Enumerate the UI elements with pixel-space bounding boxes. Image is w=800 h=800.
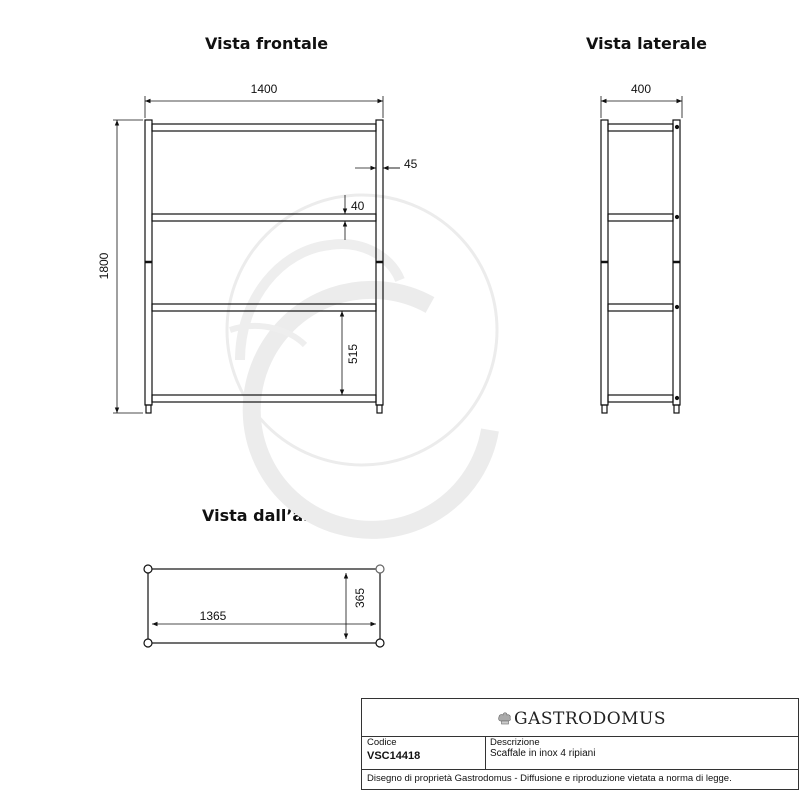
title-block-info-row xyxy=(362,736,798,770)
dim-post: 45 xyxy=(404,157,418,171)
top-shelf-outline xyxy=(148,569,380,643)
title-block xyxy=(361,698,799,790)
front-shelf-4 xyxy=(152,395,376,402)
top-post-3 xyxy=(144,639,152,647)
dim-side-depth: 400 xyxy=(630,82,652,96)
description-label: Descrizione xyxy=(490,737,540,748)
top-post-2 xyxy=(376,565,384,573)
description-value: Scaffale in inox 4 ripiani xyxy=(490,748,596,759)
dim-shelf-spacing: 515 xyxy=(346,343,360,365)
top-dimensions xyxy=(152,573,376,639)
front-shelf-2 xyxy=(152,214,376,221)
front-shelf-3 xyxy=(152,304,376,311)
dim-height: 1800 xyxy=(97,252,111,280)
side-shelf-3 xyxy=(608,304,673,311)
side-shelf-4 xyxy=(608,395,673,402)
front-left-foot xyxy=(146,405,151,413)
code-value: VSC14418 xyxy=(367,750,421,762)
top-post-1 xyxy=(144,565,152,573)
brand-logo xyxy=(498,705,666,733)
front-view-title: Vista frontale xyxy=(205,34,329,53)
front-shelf-1 xyxy=(152,124,376,131)
dim-shelf-thickness: 40 xyxy=(351,199,365,213)
title-block-logo-row xyxy=(362,699,798,737)
top-view-drawing xyxy=(144,565,384,647)
side-view-title: Vista laterale xyxy=(586,34,707,53)
chef-hat-icon xyxy=(498,709,512,729)
brand-name: GASTRODOMUS xyxy=(514,709,667,729)
side-shelf-2 xyxy=(608,214,673,221)
dim-front-width: 1400 xyxy=(250,82,278,96)
top-view-title: Vista dall’alto xyxy=(202,506,328,525)
side-dimensions xyxy=(601,96,682,118)
top-post-4 xyxy=(376,639,384,647)
title-block-footer-row xyxy=(362,769,798,789)
side-shelf-1 xyxy=(608,124,673,131)
dim-top-width: 1365 xyxy=(199,609,227,623)
code-label: Codice xyxy=(367,737,397,748)
dim-top-depth: 365 xyxy=(353,587,367,609)
copyright-notice: Disegno di proprietà Gastrodomus - Diffusione e riproduzione vietata a norma di legge. xyxy=(367,773,732,784)
watermark-logo xyxy=(227,195,497,530)
side-view-drawing xyxy=(601,120,680,413)
front-right-foot xyxy=(377,405,382,413)
